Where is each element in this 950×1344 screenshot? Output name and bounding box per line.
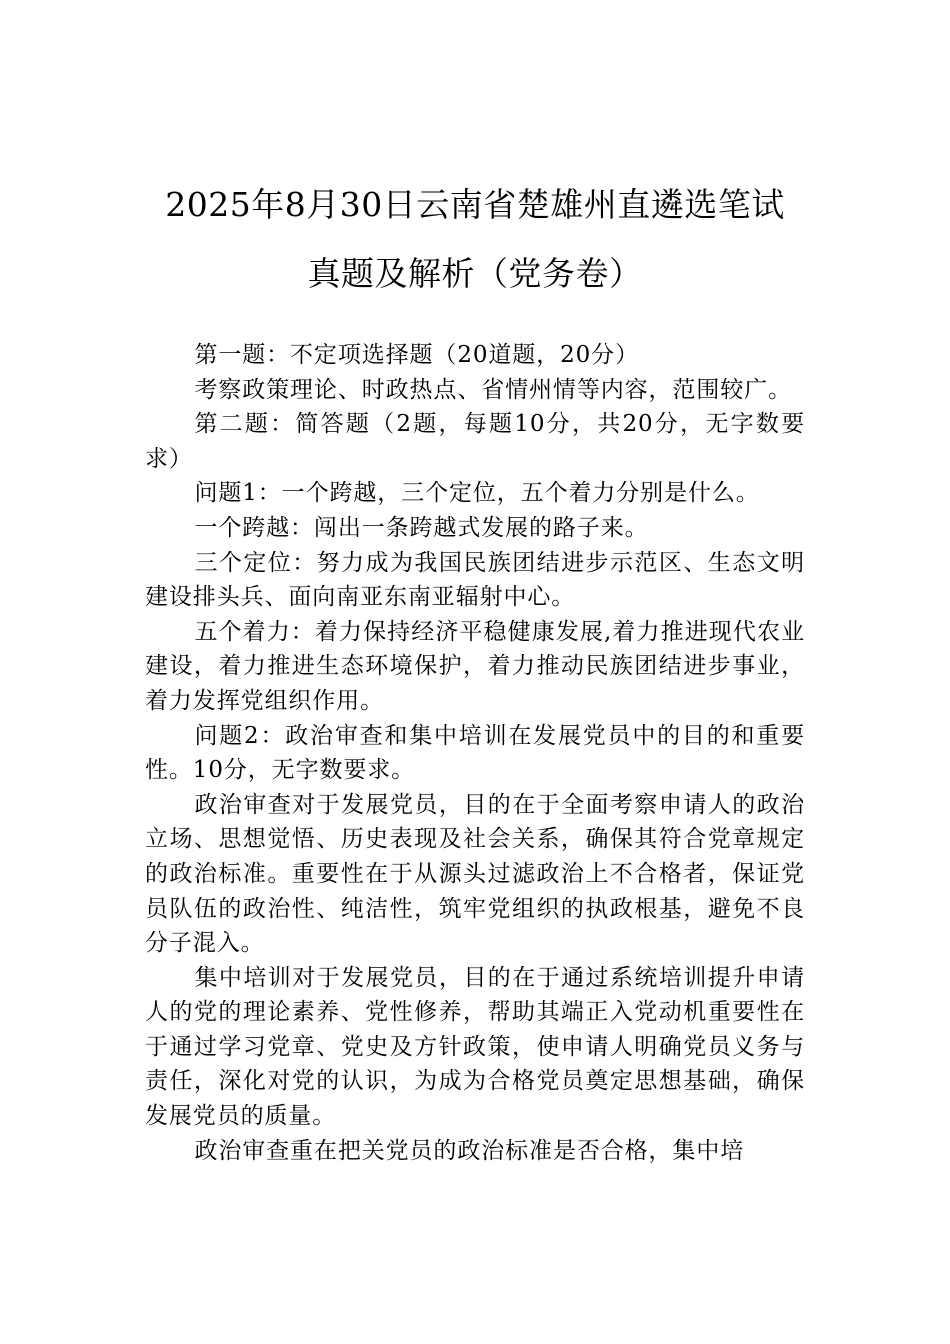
document-body: [145, 338, 805, 1168]
answer-summary-partial: 政治审查重在把关党员的政治标准是否合格，集中培: [194, 1137, 745, 1164]
title-line-2: 真题及解析（党务卷）: [307, 254, 643, 293]
document-page: [145, 0, 805, 1344]
question-2: 问题2：政治审查和集中培训在发展党员中的目的和重要性。10分，无字数要求。: [145, 722, 805, 784]
answer-centralized-training: 集中培训对于发展党员，目的在于通过系统培训提升申请人的党的理论素养、党性修养，帮助其端正入党动机重要性在于通过学习党章、党史及方针政策，使申请人明确党员义务与责任，深化对党的认识，为成为合格党员奠定思想基础，确保发展党员的质量。: [145, 964, 805, 1130]
section-1-heading: 第一题：不定项选择题（20道题，20分）: [194, 342, 639, 368]
answer-five-efforts: 五个着力：着力保持经济平稳健康发展,着力推进现代农业建设，着力推进生态环境保护，着力推动民族团结进步事业，着力发挥党组织作用。: [145, 618, 805, 714]
section-1-description: 考察政策理论、时政热点、省情州情等内容，范围较广。: [194, 376, 792, 403]
question-1: 问题1：一个跨越，三个定位，五个着力分别是什么。: [194, 480, 760, 507]
document-title: [135, 170, 815, 308]
section-2-heading: 第二题：简答题（2题，每题10分，共20分，无字数要求）: [145, 411, 805, 472]
title-line-1: 2025年8月30日云南省楚雄州直遴选笔试: [165, 185, 785, 224]
answer-political-review: 政治审查对于发展党员，目的在于全面考察申请人的政治立场、思想觉悟、历史表现及社会关系，确保其符合党章规定的政治标准。重要性在于从源头过滤政治上不合格者，保证党员队伍的政治性、纯洁性，筑牢党组织的执政根基，避免不良分子混入。: [145, 791, 805, 957]
answer-three-positions: 三个定位：努力成为我国民族团结进步示范区、生态文明建设排头兵、面向南亚东南亚辐射中心。: [145, 549, 805, 611]
answer-one-leap: 一个跨越：闯出一条跨越式发展的路子来。: [194, 514, 649, 541]
